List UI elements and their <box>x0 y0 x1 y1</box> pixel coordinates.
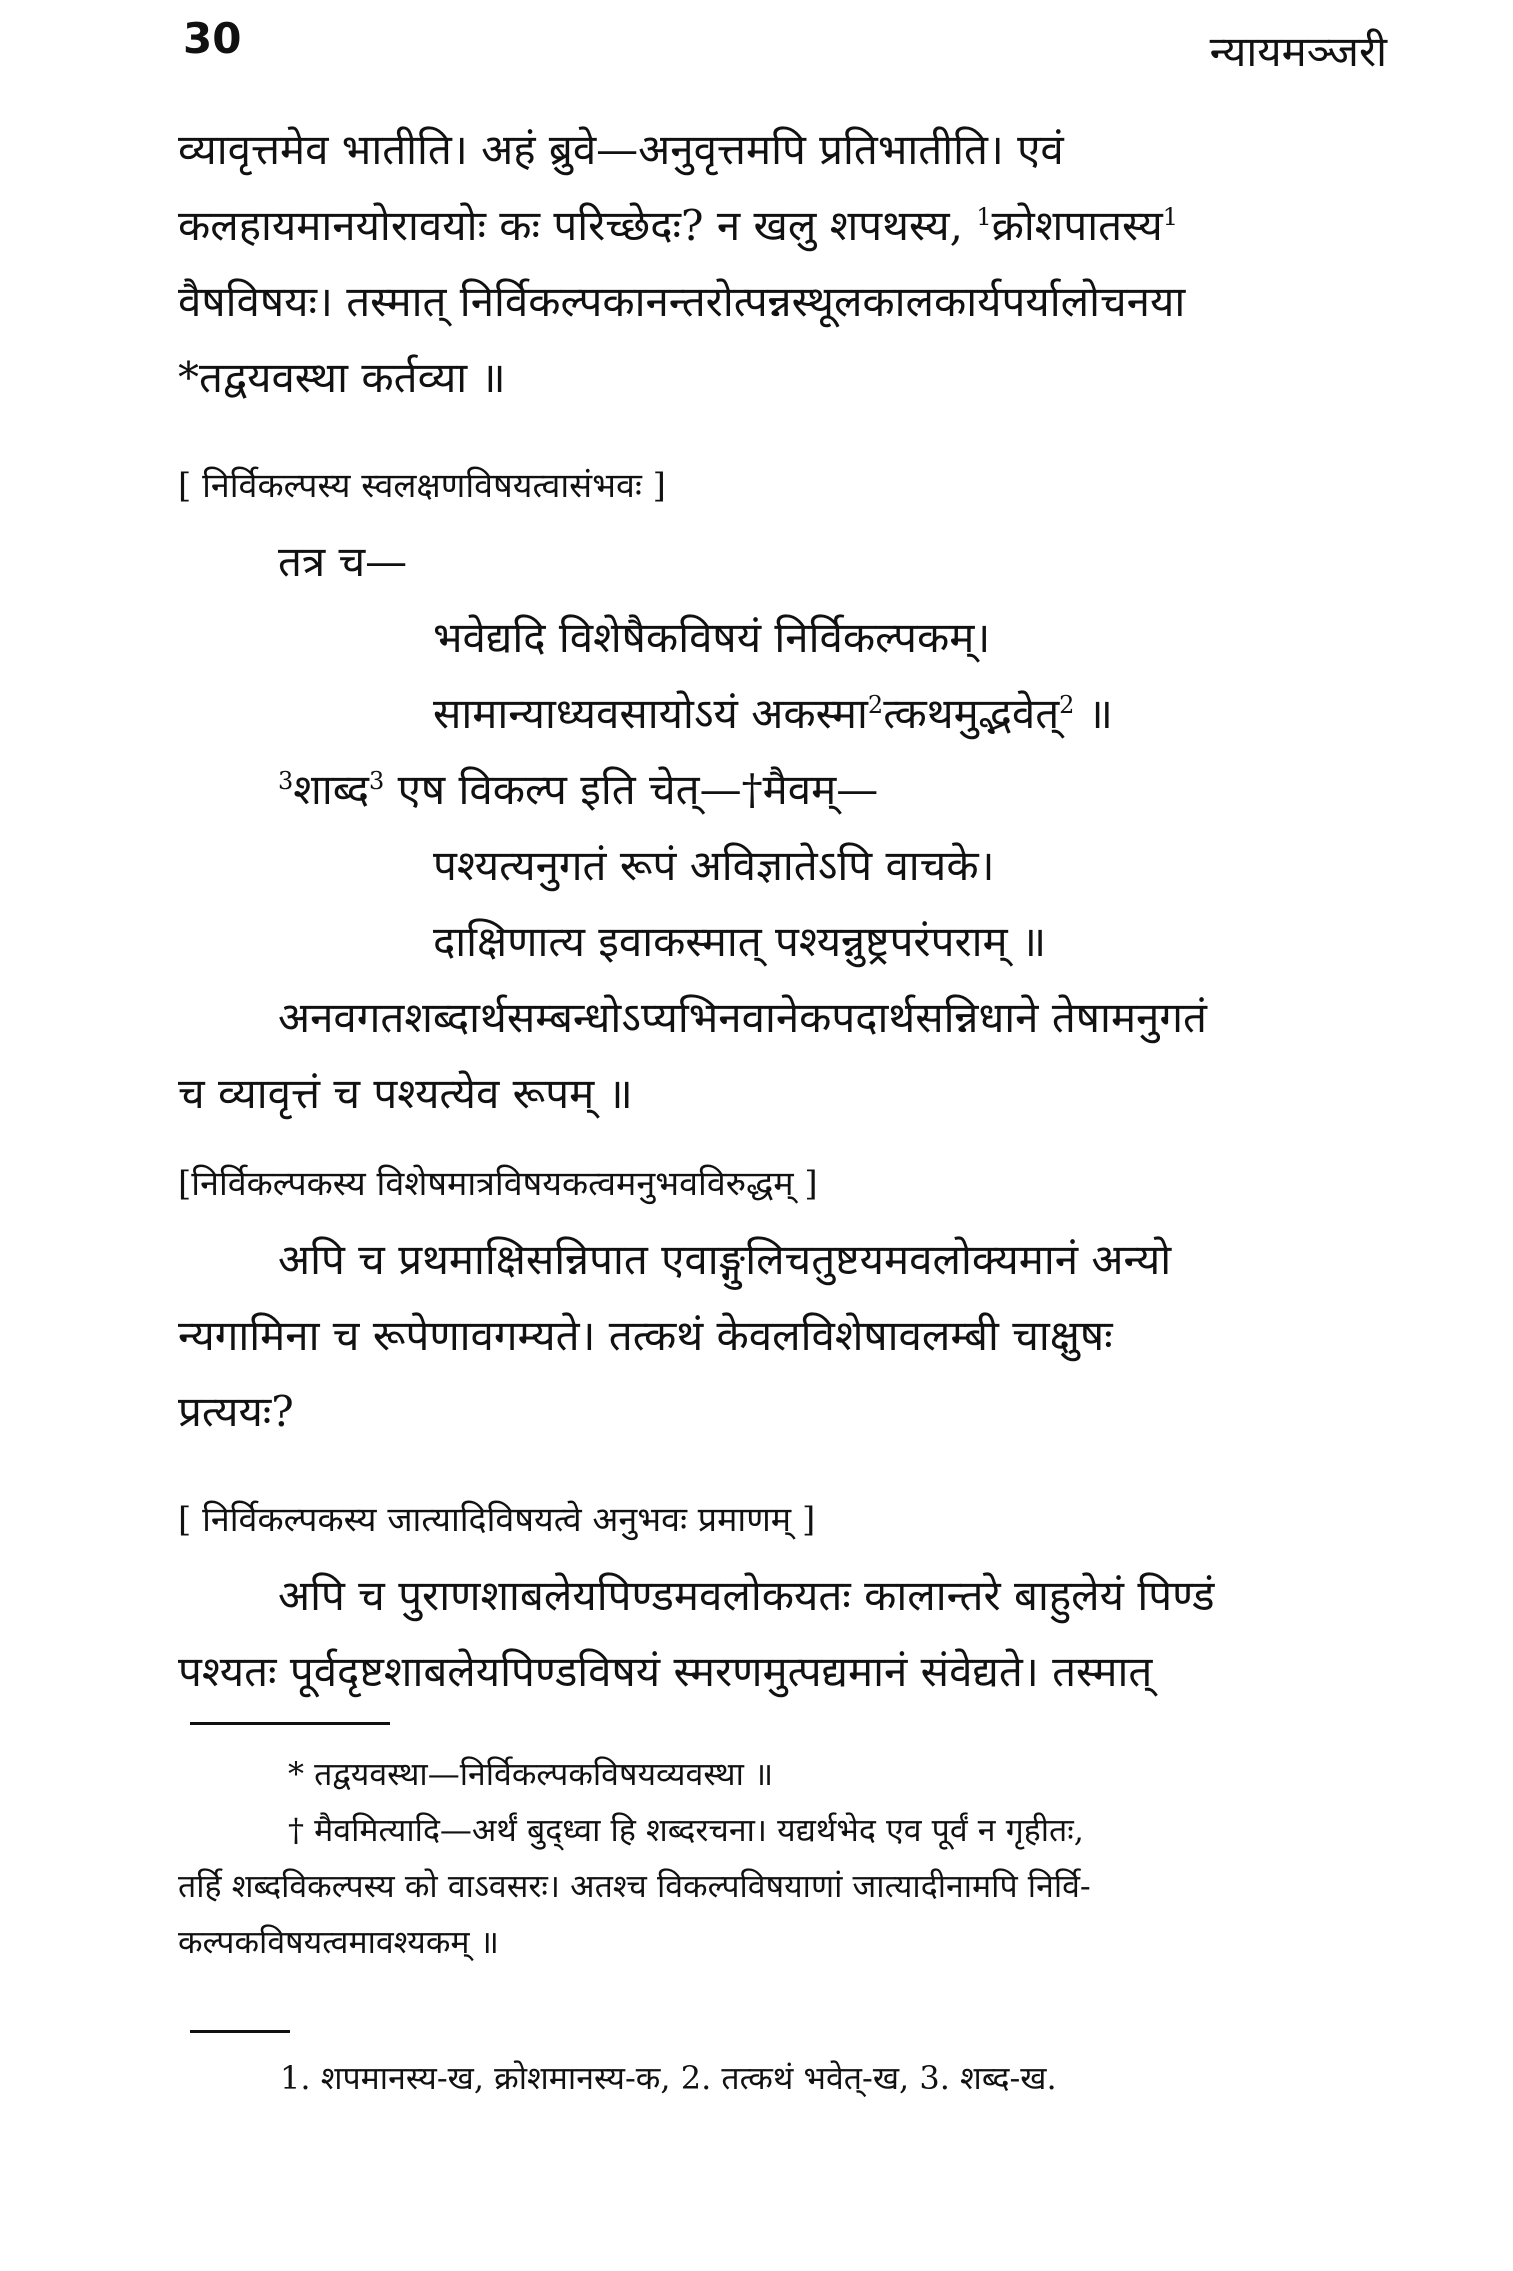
paragraph-4-line-2: पश्यतः पूर्वदृष्टशाबलेयपिण्डविषयं स्मरणमुत्पद्यमानं संवेद्यते। तस्मात् <box>178 1647 1153 1696</box>
paragraph-1-line-4: *तद्वयवस्था कर्तव्या ॥ <box>178 353 506 402</box>
text-span: शाब्द <box>293 765 370 814</box>
footnote-marker: 1 <box>1162 203 1178 231</box>
verse-1-line-2 <box>178 676 1390 752</box>
section-heading-1: [ निर्विकल्पस्य स्वलक्षणविषयत्वासंभवः ] <box>178 466 666 506</box>
footnote-dagger-line-2: तर्हि शब्दविकल्पस्य को वाऽवसरः। अतश्च विकल्पविषयाणां जात्यादीनामपि निर्वि- <box>178 1867 1091 1905</box>
tatra-line: तत्र च— <box>278 537 408 586</box>
text-span: त्कथमुद्भवेत् <box>883 689 1060 738</box>
running-title: न्यायमञ्जरी <box>1209 27 1387 76</box>
paragraph-3-line-1: अपि च प्रथमाक्षिसन्निपात एवाङ्गुलिचतुष्टयमवलोक्यमानं अन्यो <box>278 1235 1172 1284</box>
text-span: एष विकल्प इति चेत्—†मैवम्— <box>384 765 879 814</box>
footnote-rule <box>190 1722 390 1725</box>
footnote-marker: 3 <box>278 767 294 795</box>
paragraph-2-line-1: अनवगतशब्दार्थसम्बन्धोऽप्यभिनवानेकपदार्थसन्निधाने तेषामनुगतं <box>278 993 1207 1042</box>
paragraph-3-line-2: न्यगामिना च रूपेणावगम्यते। तत्कथं केवलविशेषावलम्बी चाक्षुषः <box>178 1311 1113 1360</box>
footnote-marker: 2 <box>867 691 884 719</box>
footnote-star: * तद्वयवस्था—निर्विकल्पकविषयव्यवस्था ॥ <box>288 1755 774 1793</box>
verse-1-line-1: भवेद्यदि विशेषैकविषयं निर्विकल्पकम्। <box>433 613 991 662</box>
text-span: क्रोशपातस्य <box>991 201 1163 250</box>
paragraph-1-line-1: व्यावृत्तमेव भातीति। अहं ब्रुवे—अनुवृत्तमपि प्रतिभातीति। एवं <box>178 125 1064 174</box>
footnotes <box>178 1746 1388 1970</box>
spacer <box>178 416 1390 448</box>
footnote-dagger-line-1: † मैवमित्यादि—अर्थं बुद्ध्वा हि शब्दरचना। यद्यर्थभेद एव पूर्वं न गृहीतः, <box>288 1811 1084 1849</box>
main-text <box>178 112 1390 1710</box>
footnote-dagger-line-3: कल्पकविषयत्वमावश्यकम् ॥ <box>178 1923 499 1961</box>
text-span: सामान्याध्यवसायोऽयं अकस्मा <box>433 689 868 738</box>
text-span: कलहायमानयोरावयोः कः परिच्छेदः? न खलु शपथस्य, <box>178 201 977 250</box>
verse-2-line-2: दाक्षिणात्य इवाकस्मात् पश्यन्नुष्ट्रपरंपराम् ॥ <box>433 917 1047 966</box>
section-heading-3: [ निर्विकल्पकस्य जात्यादिविषयत्वे अनुभवः प्रमाणम् ] <box>178 1500 816 1540</box>
paragraph-1-line-3: वैषविषयः। तस्मात् निर्विकल्पकानन्तरोत्पन्नस्थूलकालकार्यपर्यालोचनया <box>178 277 1186 326</box>
spacer <box>178 1132 1390 1146</box>
spacer <box>178 1450 1390 1482</box>
shabda-line <box>178 752 1390 828</box>
page-number: 30 <box>183 14 242 63</box>
paragraph-2-line-2: च व्यावृत्तं च पश्यत्येव रूपम् ॥ <box>178 1069 633 1118</box>
paragraph-4-line-1: अपि च पुराणशाबलेयपिण्डमवलोकयतः कालान्तरे बाहुलेयं पिण्डं <box>278 1571 1215 1620</box>
variant-readings: 1. शपमानस्य-ख, क्रोशमानस्य-क, 2. तत्कथं भवेत्-ख, 3. शब्द-ख. <box>280 2059 1057 2097</box>
footnote-marker: 1 <box>976 203 992 231</box>
verse-2-line-1: पश्यत्यनुगतं रूपं अविज्ञातेऽपि वाचके। <box>433 841 995 890</box>
paragraph-3-line-3: प्रत्ययः? <box>178 1387 294 1436</box>
footnote-marker: 3 <box>369 767 385 795</box>
section-heading-2: [निर्विकल्पकस्य विशेषमात्रविषयकत्वमनुभवविरुद्धम् ] <box>178 1164 818 1204</box>
paragraph-1-line-2 <box>178 188 1390 264</box>
footnote-marker: 2 <box>1059 691 1075 719</box>
text-span: ॥ <box>1074 689 1113 738</box>
variants-rule <box>190 2030 290 2033</box>
